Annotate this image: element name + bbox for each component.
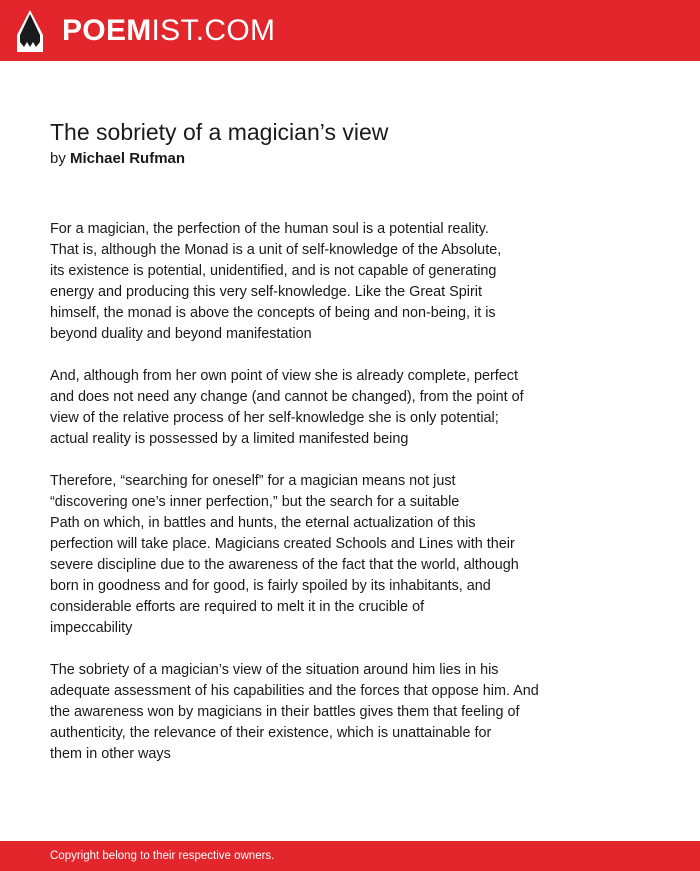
poem-line: its existence is potential, unidentified, and is not capable of generating: [50, 263, 497, 279]
stanza: [50, 471, 610, 639]
poem-line: born in goodness and for good, is fairly spoiled by its inhabitants, and: [50, 578, 491, 594]
poem-line: and does not need any change (and cannot be changed), from the point of: [50, 389, 524, 405]
poem-body: [50, 219, 610, 786]
poem-line: “discovering one’s inner perfection,” but the search for a suitable: [50, 494, 460, 510]
poem-line: That is, although the Monad is a unit of self-knowledge of the Absolute,: [50, 242, 502, 258]
by-label: by: [50, 150, 66, 167]
poem-line: Therefore, “searching for oneself” for a magician means not just: [50, 473, 456, 489]
poem-line: The sobriety of a magician’s view of the situation around him lies in his: [50, 662, 499, 678]
stanza: [50, 219, 610, 345]
poem-line: beyond duality and beyond manifestation: [50, 326, 312, 342]
site-header: [0, 0, 700, 61]
poem-line: perfection will take place. Magicians created Schools and Lines with their: [50, 536, 515, 552]
pencil-tip-icon: [17, 10, 43, 52]
poem-line: adequate assessment of his capabilities and the forces that oppose him. And: [50, 683, 539, 699]
stanza: [50, 366, 610, 450]
poem-line: the awareness won by magicians in their battles gives them that feeling of: [50, 704, 520, 720]
author-name: Michael Rufman: [70, 150, 186, 167]
poem-line: view of the relative process of her self-knowledge she is only potential;: [50, 410, 499, 426]
poem-line: severe discipline due to the awareness of the fact that the world, although: [50, 557, 519, 573]
stanza: [50, 660, 610, 765]
poem-line: considerable efforts are required to melt it in the crucible of: [50, 599, 425, 615]
logo-text-bold: POEM: [62, 14, 152, 47]
poem-line: impeccability: [50, 620, 133, 636]
poem-line: actual reality is possessed by a limited manifested being: [50, 431, 409, 447]
copyright-text: Copyright belong to their respective owners.: [50, 850, 275, 862]
poem-line: himself, the monad is above the concepts of being and non-being, it is: [50, 305, 496, 321]
site-logo[interactable]: [62, 13, 275, 49]
poem-title: The sobriety of a magician’s view: [50, 119, 389, 145]
logo-text-light: IST.COM: [151, 14, 276, 47]
poem-line: And, although from her own point of view she is already complete, perfect: [50, 368, 518, 384]
poem-line: Path on which, in battles and hunts, the eternal actualization of this: [50, 515, 476, 531]
poem-line: For a magician, the perfection of the human soul is a potential reality.: [50, 221, 489, 237]
byline: [50, 149, 185, 169]
poem-line: energy and producing this very self-knowledge. Like the Great Spirit: [50, 284, 482, 300]
poem-line: them in other ways: [50, 746, 171, 762]
poem-line: authenticity, the relevance of their existence, which is unattainable for: [50, 725, 492, 741]
site-footer: [0, 841, 700, 871]
